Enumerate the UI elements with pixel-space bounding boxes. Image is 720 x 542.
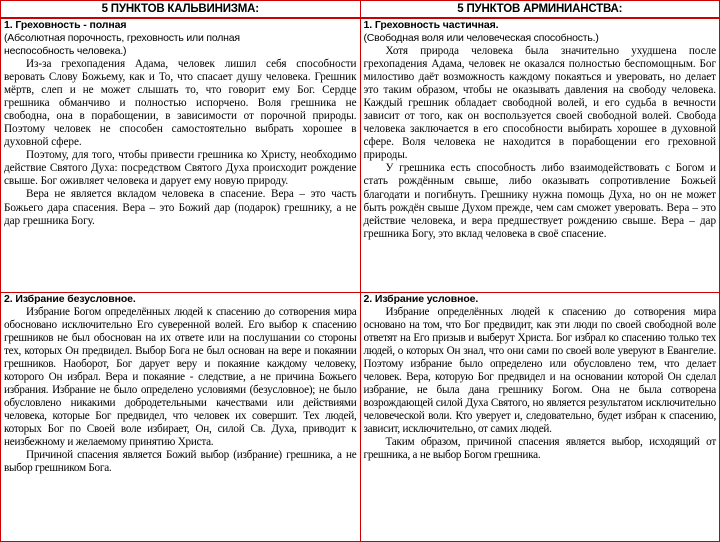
left-section-2-paragraph-2: Причиной спасения является Божий выбор (избрание) грешника, а не выбор грешником Бога. bbox=[4, 449, 357, 475]
left-section-1-paragraph-1: Из-за грехопадения Адама, человек лишил себя способности веровать Слову Божьему, как и То, что спасает душу человека. Грешник мёртв, слеп и не может слышать то, что говорит ему Бог. Сердце грешника обманчиво и полностью испорчено. Воля грешника не свободна, она в порабощении, в зависимости от порочной природы. Поэтому человек не способен самостоятельно выбрать хорошее в духовной сфере. bbox=[4, 58, 357, 149]
section-2-row bbox=[1, 292, 720, 541]
left-section-1-paragraph-2: Поэтому, для того, чтобы привести грешника ко Христу, необходимо действие Святого Духа: посредством Святого Духа происходит рождение свыше. Бог оживляет человека и дарует ему новую природу. bbox=[4, 149, 357, 188]
section-1-row bbox=[1, 18, 720, 292]
left-section-2-title: 2. Избрание безусловное. bbox=[4, 292, 136, 305]
left-section-1-cell bbox=[1, 18, 361, 292]
right-section-1-subtitle-line-1: (Свободная воля или человеческая способность.) bbox=[363, 32, 599, 44]
left-section-1-subtitle-line-1: (Абсолютная порочность, греховность или полная bbox=[4, 32, 240, 44]
left-section-1-subtitle-line-2: неспособность человека.) bbox=[4, 45, 127, 57]
left-section-1-title: 1. Греховность - полная bbox=[4, 19, 127, 31]
right-section-1-cell bbox=[360, 18, 720, 292]
right-section-2-paragraph-2: Таким образом, причиной спасения является выбор, исходящий от грешника, а не выбор Богом грешника. bbox=[363, 435, 716, 462]
left-section-2-paragraph-1: Избрание Богом определённых людей к спасению до сотворения мира обосновано исключительно Его суверенной волей. Его выбор к спасению грешников не был обоснован на их ответе или на послушании со стороны тех, которых Он предвидел. Выбор Бога не был основан на вере и покаянии грешников. Наоборот, Бог дарует веру и покаяние каждому человеку, которого Он избрал. Вера и покаяние - следствие, а не причина Божьего избрания. Избрание не было определено условиями (безусловное); не было обусловлено никакими добродетельными качествами или действиями человека, которые Бог предвидел, что человек их совершит. Тех людей, которых Бог по Своей воле избирает, Он, силой Св. Духа, приводит к неизбежному и желаемому принятию Христа. bbox=[4, 305, 357, 448]
header-arminianism: 5 ПУНКТОВ АРМИНИАНСТВА: bbox=[360, 1, 720, 19]
right-section-1-paragraph-1: Хотя природа человека была значительно ухудшена после грехопадения Адама, человек не оказался полностью беспомощным. Бог милостиво даёт возможность каждому покаяться и уверовать, но делает это таким образом, чтобы не оказывать давления на свободу человека. Каждый грешник обладает свободной волей, и его судьба в вечности зависит от того, как он воспользуется своей свободной волей. Свобода человека заключается в его способности выбирать хорошее в духовной сфере. Воля человека не находится в порабощении его греховной природы. bbox=[363, 45, 716, 162]
table-header-row bbox=[1, 1, 720, 19]
header-calvinism: 5 ПУНКТОВ КАЛЬВИНИЗМА: bbox=[1, 1, 361, 19]
right-section-2-cell bbox=[360, 292, 720, 541]
right-section-1-paragraph-2: У грешника есть способность либо взаимодействовать с Богом и стать рождённым свыше, либо оказывать сопротивление Божьей благодати и погибнуть. Грешнику нужна помощь Духа, но он не может быть рождён свыше Духом прежде, чем сам сможет уверовать. Вера – это действие человека, и вера предшествует рождению свыше. Вера – дар грешника Богу, это вклад человека в своё спасение. bbox=[363, 162, 716, 240]
right-section-2-title: 2. Избрание условное. bbox=[363, 292, 479, 305]
right-section-2-paragraph-1: Избрание определённых людей к спасению до сотворения мира основано на том, что Бог предвидит, как эти люди по своей свободной воле ответят на Его призыв и выберут Христа. Бог избрал ко спасению только тех людей, о которых Он знал, что они сами по своей воле уверуют в Евангелие. Поэтому избрание было определено или обусловлено тем, что делает человек. Вера, которую Бог предвидел и на основании которой Он сделал избрание, не была дана грешнику Богом. Она не была сотворена возрождающей силой Духа Святого, но является результатом исключительно человеческой воли. Кто уверует и, следовательно, будет избран к спасению, зависит, исключительно, от самих людей. bbox=[363, 305, 716, 435]
right-section-1-title: 1. Греховность частичная. bbox=[363, 19, 499, 31]
left-section-1-paragraph-3: Вера не является вкладом человека в спасение. Вера – это часть Божьего дара спасения. Вера – это Божий дар (подарок) грешнику, а не дар грешника Богу. bbox=[4, 188, 357, 227]
left-section-2-cell bbox=[1, 292, 361, 541]
